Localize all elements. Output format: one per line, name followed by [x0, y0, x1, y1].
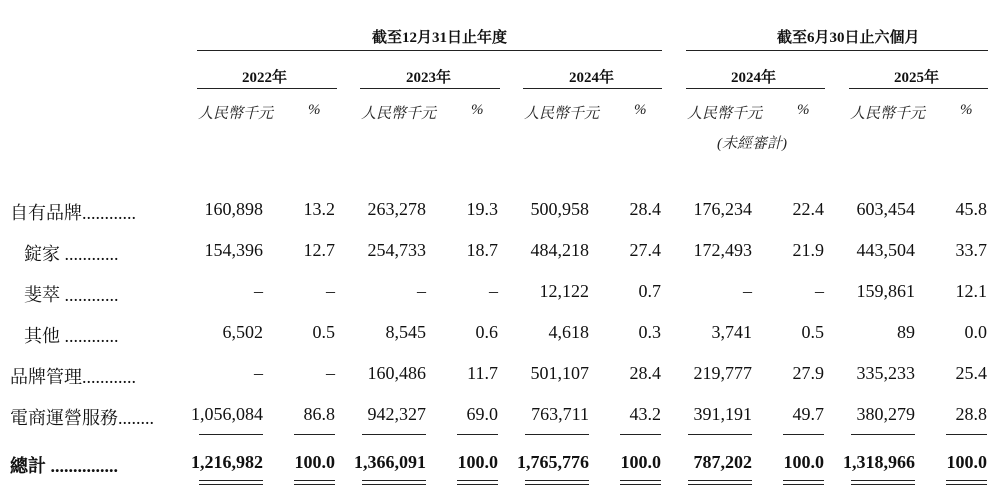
total-double-rule [620, 484, 661, 485]
amount-cell: 154,396 [204, 240, 263, 260]
amount-cell: 89 [897, 322, 915, 342]
row-label: 自有品牌............ [10, 203, 136, 223]
percent-cell: 49.7 [792, 404, 824, 424]
subtotal-rule [457, 434, 498, 435]
percent-cell: – [815, 281, 824, 301]
total-double-rule [294, 480, 335, 481]
total-amount-cell: 1,366,091 [354, 452, 426, 472]
percent-cell: 28.4 [629, 199, 661, 219]
percent-cell: 12.7 [303, 240, 335, 260]
percent-cell: 69.0 [466, 404, 498, 424]
unit-label-pct: % [634, 102, 647, 118]
percent-cell: 0.5 [801, 322, 824, 342]
amount-cell: 160,898 [204, 199, 263, 219]
total-percent-cell: 100.0 [946, 452, 987, 472]
percent-cell: – [326, 363, 335, 383]
percent-cell: 0.3 [638, 322, 661, 342]
total-percent-cell: 100.0 [783, 452, 824, 472]
unit-label-rmb: 人民幣千元 [850, 106, 926, 122]
row-label: 電商運營服務........ [10, 408, 154, 428]
percent-cell: 22.4 [792, 199, 824, 219]
percent-cell: 21.9 [792, 240, 824, 260]
percent-cell: 0.0 [964, 322, 987, 342]
year-header: 2024年 [731, 70, 777, 86]
year-header: 2023年 [406, 70, 452, 86]
percent-cell: 18.7 [466, 240, 498, 260]
total-double-rule [199, 480, 263, 481]
unit-label-pct: % [471, 102, 484, 118]
percent-cell: 0.6 [475, 322, 498, 342]
percent-cell: 45.8 [955, 199, 987, 219]
total-double-rule [199, 484, 263, 485]
amount-cell: 942,327 [367, 404, 426, 424]
year-rule [686, 88, 825, 89]
percent-cell: – [326, 281, 335, 301]
amount-cell: 391,191 [693, 404, 752, 424]
amount-cell: 4,618 [548, 322, 589, 342]
amount-cell: 12,122 [539, 281, 589, 301]
percent-cell: 28.8 [955, 404, 987, 424]
amount-cell: 8,545 [385, 322, 426, 342]
amount-cell: – [743, 281, 752, 301]
total-double-rule [362, 484, 426, 485]
subtotal-rule [946, 434, 987, 435]
amount-cell: 335,233 [856, 363, 915, 383]
total-amount-cell: 1,318,966 [843, 452, 915, 472]
percent-cell: 11.7 [467, 363, 498, 383]
row-label: 品牌管理............ [10, 367, 136, 387]
total-double-rule [525, 484, 589, 485]
subtotal-rule [199, 434, 263, 435]
amount-cell: – [254, 363, 263, 383]
subtotal-rule [783, 434, 824, 435]
percent-cell: 19.3 [466, 199, 498, 219]
total-percent-cell: 100.0 [620, 452, 661, 472]
amount-cell: 1,056,084 [191, 404, 263, 424]
total-double-rule [362, 480, 426, 481]
year-rule [197, 88, 337, 89]
row-label: 錠家 ............ [24, 244, 119, 264]
amount-cell: 3,741 [711, 322, 752, 342]
year-header: 2025年 [894, 70, 940, 86]
total-double-rule [851, 480, 915, 481]
unit-label-rmb: 人民幣千元 [361, 106, 437, 122]
subtotal-rule [294, 434, 335, 435]
percent-cell: – [489, 281, 498, 301]
amount-cell: 380,279 [856, 404, 915, 424]
subtotal-rule [525, 434, 589, 435]
year-rule [523, 88, 662, 89]
total-label: 總計 ............... [10, 456, 118, 476]
subtotal-rule [362, 434, 426, 435]
total-double-rule [946, 484, 987, 485]
percent-cell: 86.8 [303, 404, 335, 424]
group-rule-six-months [686, 50, 988, 51]
row-label: 其他 ............ [24, 326, 119, 346]
total-double-rule [688, 484, 752, 485]
unaudited-note: (未經審計) [717, 136, 787, 152]
unit-label-pct: % [308, 102, 321, 118]
total-double-rule [783, 480, 824, 481]
amount-cell: 443,504 [856, 240, 915, 260]
total-amount-cell: 1,765,776 [517, 452, 589, 472]
percent-cell: 28.4 [629, 363, 661, 383]
percent-cell: 27.4 [629, 240, 661, 260]
total-double-rule [851, 484, 915, 485]
amount-cell: 484,218 [530, 240, 589, 260]
year-rule [849, 88, 988, 89]
total-amount-cell: 787,202 [693, 452, 752, 472]
amount-cell: 500,958 [530, 199, 589, 219]
total-double-rule [457, 480, 498, 481]
percent-cell: 12.1 [955, 281, 987, 301]
total-double-rule [294, 484, 335, 485]
amount-cell: – [254, 281, 263, 301]
amount-cell: 263,278 [367, 199, 426, 219]
amount-cell: 603,454 [856, 199, 915, 219]
year-header: 2022年 [242, 70, 288, 86]
group-header-fiscal-year: 截至12月31日止年度 [372, 30, 508, 46]
amount-cell: 501,107 [530, 363, 589, 383]
percent-cell: 27.9 [792, 363, 824, 383]
unit-label-rmb: 人民幣千元 [524, 106, 600, 122]
percent-cell: 0.5 [312, 322, 335, 342]
amount-cell: 160,486 [367, 363, 426, 383]
unit-label-rmb: 人民幣千元 [687, 106, 763, 122]
group-header-six-months: 截至6月30日止六個月 [777, 30, 920, 46]
amount-cell: 6,502 [222, 322, 263, 342]
percent-cell: 43.2 [629, 404, 661, 424]
total-percent-cell: 100.0 [294, 452, 335, 472]
subtotal-rule [620, 434, 661, 435]
subtotal-rule [851, 434, 915, 435]
row-label: 斐萃 ............ [24, 285, 119, 305]
year-header: 2024年 [569, 70, 615, 86]
subtotal-rule [688, 434, 752, 435]
total-double-rule [688, 480, 752, 481]
percent-cell: 25.4 [955, 363, 987, 383]
percent-cell: 0.7 [638, 281, 661, 301]
amount-cell: 763,711 [531, 404, 589, 424]
year-rule [360, 88, 500, 89]
total-amount-cell: 1,216,982 [191, 452, 263, 472]
group-rule-fiscal-year [197, 50, 662, 51]
amount-cell: 159,861 [856, 281, 915, 301]
total-double-rule [525, 480, 589, 481]
percent-cell: 13.2 [303, 199, 335, 219]
total-double-rule [783, 484, 824, 485]
amount-cell: 254,733 [367, 240, 426, 260]
total-percent-cell: 100.0 [457, 452, 498, 472]
amount-cell: 172,493 [693, 240, 752, 260]
total-double-rule [457, 484, 498, 485]
percent-cell: 33.7 [955, 240, 987, 260]
unit-label-pct: % [960, 102, 973, 118]
unit-label-pct: % [797, 102, 810, 118]
amount-cell: 219,777 [693, 363, 752, 383]
total-double-rule [946, 480, 987, 481]
total-double-rule [620, 480, 661, 481]
unit-label-rmb: 人民幣千元 [198, 106, 274, 122]
amount-cell: 176,234 [693, 199, 752, 219]
amount-cell: – [417, 281, 426, 301]
